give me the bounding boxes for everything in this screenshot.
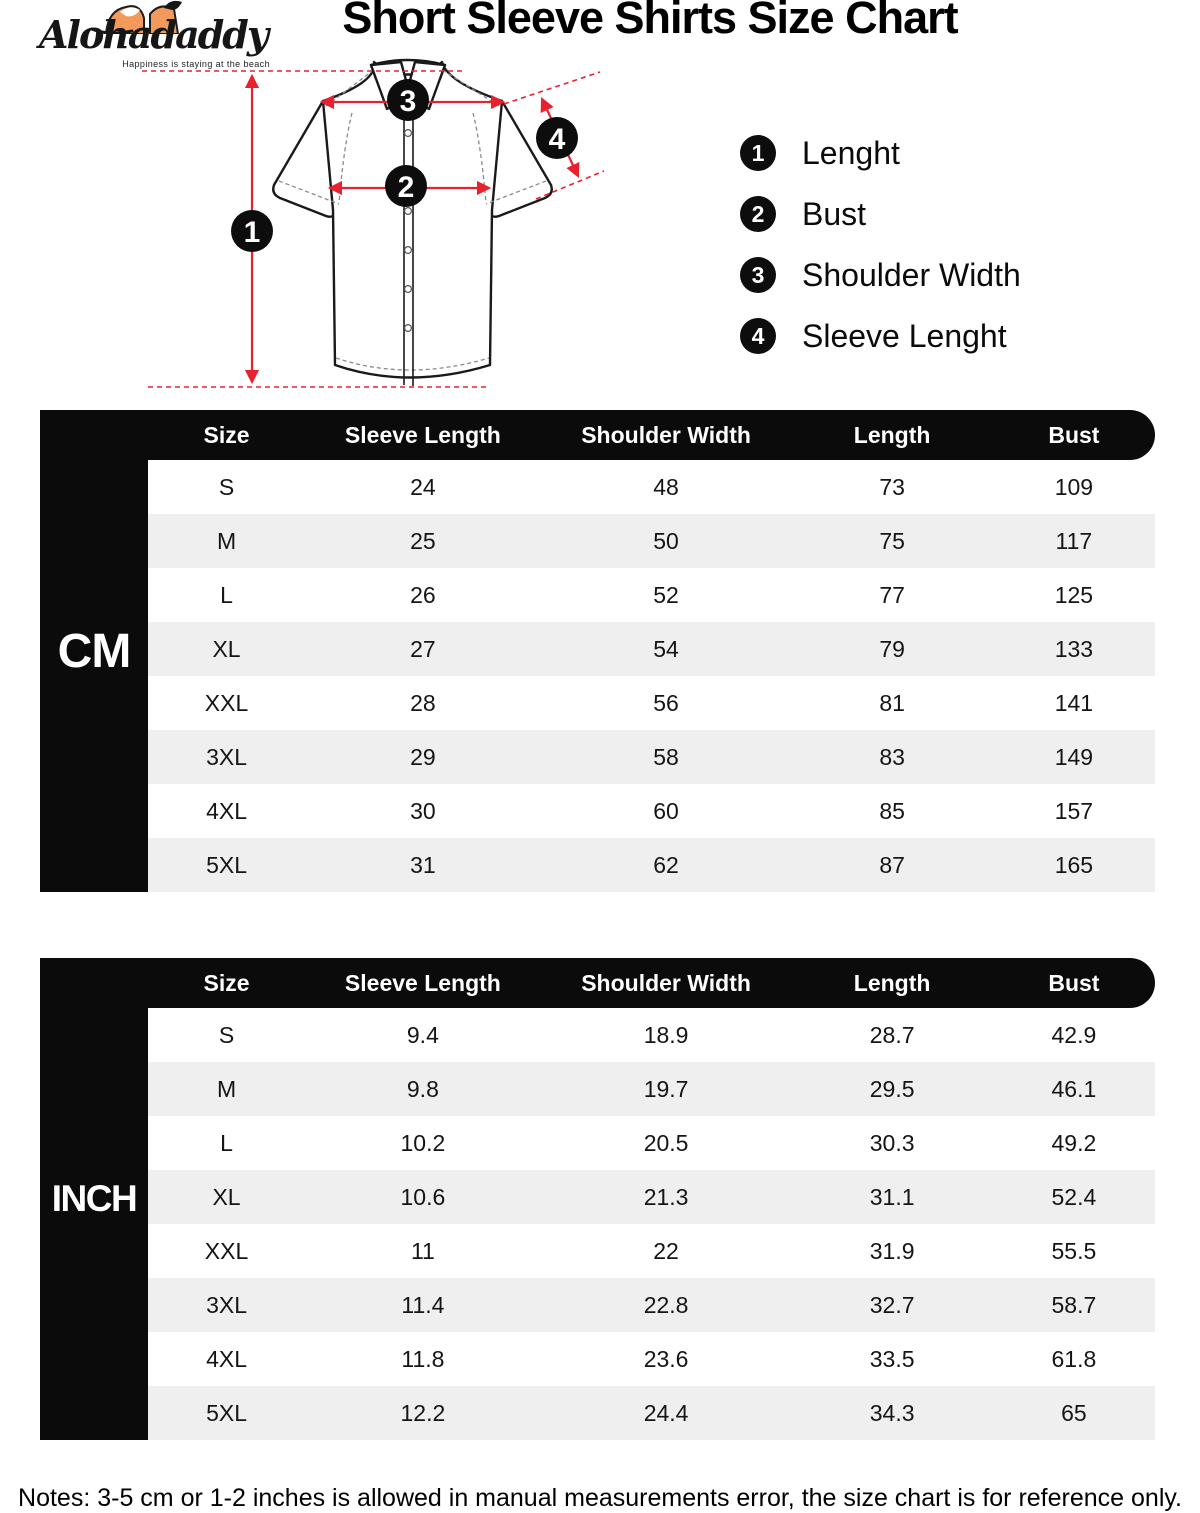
legend-label: Bust	[802, 195, 867, 232]
cell-sleeve-length: 12.2	[400, 1399, 446, 1426]
column-header: Length	[853, 969, 931, 996]
cm-size-table	[40, 410, 1155, 892]
marker-bust: 2	[397, 171, 415, 204]
cell-shoulder-width: 23.6	[643, 1345, 689, 1372]
cell-size: XXL	[204, 689, 249, 716]
cell-length: 30.3	[869, 1129, 915, 1156]
cell-sleeve-length: 11.4	[401, 1291, 445, 1318]
cell-shoulder-width: 20.5	[643, 1129, 689, 1156]
cell-shoulder-width: 50	[653, 527, 679, 554]
table-row	[148, 622, 1155, 676]
column-header: Size	[203, 969, 250, 996]
cell-length: 85	[879, 797, 905, 824]
cell-shoulder-width: 24.4	[643, 1399, 689, 1426]
column-header: Bust	[1048, 421, 1100, 448]
inch-unit-column	[40, 958, 148, 1440]
notes-text: Notes: 3-5 cm or 1-2 inches is allowed in manual measurements error, the size chart is for reference only.	[18, 1484, 1182, 1512]
cm-unit-label: CM	[57, 624, 131, 678]
cell-length: 34.3	[869, 1399, 915, 1426]
column-header: Shoulder Width	[581, 421, 751, 448]
table-row	[148, 1386, 1155, 1440]
cell-size: XL	[212, 635, 241, 662]
legend-number-badge: 4	[740, 318, 776, 354]
cell-bust: 157	[1054, 797, 1094, 824]
inch-table-body	[148, 1008, 1155, 1440]
cell-shoulder-width: 21.3	[643, 1183, 689, 1210]
column-header: Size	[203, 421, 250, 448]
cell-sleeve-length: 10.6	[400, 1183, 446, 1210]
cell-bust: 65	[1061, 1399, 1087, 1426]
table-row	[148, 1278, 1155, 1332]
marker-sleeve: 4	[548, 123, 566, 156]
cell-size: 5XL	[206, 1399, 247, 1426]
cell-length: 32.7	[869, 1291, 915, 1318]
cell-shoulder-width: 18.9	[643, 1021, 689, 1048]
cell-sleeve-length: 9.4	[406, 1021, 439, 1048]
cell-bust: 58.7	[1051, 1291, 1097, 1318]
cell-bust: 55.5	[1051, 1237, 1097, 1264]
legend-number-badge: 1	[740, 135, 776, 171]
cell-length: 79	[879, 635, 905, 662]
cell-size: 3XL	[206, 1291, 247, 1318]
inch-size-table	[40, 958, 1155, 1440]
cell-length: 75	[879, 527, 905, 554]
cell-sleeve-length: 9.8	[406, 1075, 439, 1102]
legend-item	[740, 194, 1021, 234]
sleeve-upper-guide	[504, 72, 600, 104]
cell-length: 83	[879, 743, 905, 770]
table-row	[148, 1170, 1155, 1224]
shirt-measurement-diagram	[140, 55, 640, 400]
cell-size: S	[218, 473, 235, 500]
cell-length: 31.1	[869, 1183, 915, 1210]
cell-shoulder-width: 60	[653, 797, 679, 824]
brand-tagline: Happiness is staying at the beach	[122, 59, 270, 69]
cell-size: L	[220, 1129, 233, 1156]
cell-size: 5XL	[206, 851, 247, 878]
table-row	[148, 1008, 1155, 1062]
cell-length: 28.7	[869, 1021, 915, 1048]
table-row	[148, 460, 1155, 514]
cell-bust: 61.8	[1051, 1345, 1097, 1372]
cell-size: XXL	[204, 1237, 249, 1264]
cell-bust: 117	[1055, 527, 1093, 554]
cell-sleeve-length: 31	[410, 851, 436, 878]
cell-shoulder-width: 19.7	[643, 1075, 689, 1102]
cell-shoulder-width: 48	[653, 473, 679, 500]
cell-sleeve-length: 28	[410, 689, 436, 716]
cell-bust: 149	[1054, 743, 1094, 770]
cell-sleeve-length: 10.2	[400, 1129, 446, 1156]
cell-bust: 52.4	[1051, 1183, 1097, 1210]
column-header: Sleeve Length	[344, 969, 501, 996]
cell-shoulder-width: 54	[653, 635, 679, 662]
cm-unit-column	[40, 410, 148, 892]
legend-item	[740, 316, 1021, 356]
cell-sleeve-length: 27	[410, 635, 436, 662]
page-title: Short Sleeve Shirts Size Chart	[342, 0, 958, 43]
column-header: Sleeve Length	[344, 421, 501, 448]
cell-sleeve-length: 24	[410, 473, 436, 500]
legend-label: Shoulder Width	[802, 256, 1021, 293]
cell-bust: 125	[1054, 581, 1094, 608]
cell-size: 3XL	[206, 743, 247, 770]
legend-label: Lenght	[802, 134, 900, 171]
legend-number-badge: 3	[740, 257, 776, 293]
cell-size: M	[216, 527, 237, 554]
column-header: Length	[853, 421, 931, 448]
cell-bust: 46.1	[1051, 1075, 1097, 1102]
column-header: Bust	[1048, 969, 1100, 996]
brand-name: Alohadaddy	[39, 12, 267, 57]
table-row	[148, 514, 1155, 568]
legend-label: Sleeve Lenght	[802, 317, 1007, 354]
cell-shoulder-width: 62	[653, 851, 679, 878]
cell-length: 77	[879, 581, 905, 608]
cell-length: 73	[879, 473, 905, 500]
marker-length: 1	[243, 216, 261, 249]
measurement-legend	[740, 133, 1021, 356]
cell-length: 33.5	[869, 1345, 915, 1372]
cell-size: 4XL	[206, 1345, 247, 1372]
cell-size: M	[216, 1075, 237, 1102]
table-row	[148, 1116, 1155, 1170]
legend-number-badge: 2	[740, 196, 776, 232]
cell-size: XL	[212, 1183, 241, 1210]
cell-shoulder-width: 52	[653, 581, 679, 608]
cell-sleeve-length: 26	[410, 581, 436, 608]
cell-bust: 133	[1054, 635, 1094, 662]
cell-length: 81	[879, 689, 905, 716]
cell-bust: 109	[1054, 473, 1094, 500]
cell-length: 87	[879, 851, 905, 878]
cell-bust: 42.9	[1051, 1021, 1097, 1048]
cell-shoulder-width: 58	[653, 743, 679, 770]
table-row	[148, 730, 1155, 784]
cell-bust: 49.2	[1051, 1129, 1097, 1156]
table-row	[148, 1062, 1155, 1116]
table-row	[148, 1224, 1155, 1278]
table-row	[148, 568, 1155, 622]
cell-sleeve-length: 25	[410, 527, 436, 554]
cell-bust: 141	[1054, 689, 1094, 716]
cell-sleeve-length: 29	[410, 743, 436, 770]
cell-sleeve-length: 30	[410, 797, 436, 824]
legend-item	[740, 133, 1021, 173]
table-row	[148, 784, 1155, 838]
cell-size: 4XL	[206, 797, 247, 824]
cell-size: L	[220, 581, 233, 608]
cell-shoulder-width: 22.8	[643, 1291, 689, 1318]
cell-size: S	[218, 1021, 235, 1048]
cell-shoulder-width: 56	[653, 689, 679, 716]
cm-table-body	[148, 460, 1155, 892]
table-row	[148, 1332, 1155, 1386]
cm-table-header	[40, 410, 1155, 460]
cell-bust: 165	[1054, 851, 1094, 878]
marker-shoulder: 3	[399, 85, 417, 118]
cell-length: 29.5	[869, 1075, 915, 1102]
table-row	[148, 676, 1155, 730]
cell-sleeve-length: 11	[410, 1237, 435, 1264]
legend-item	[740, 255, 1021, 295]
cell-length: 31.9	[869, 1237, 915, 1264]
column-header: Shoulder Width	[581, 969, 751, 996]
cell-shoulder-width: 22	[653, 1237, 679, 1264]
table-row	[148, 838, 1155, 892]
inch-table-header	[40, 958, 1155, 1008]
inch-unit-label: INCH	[51, 1178, 137, 1219]
cell-sleeve-length: 11.8	[401, 1345, 445, 1372]
